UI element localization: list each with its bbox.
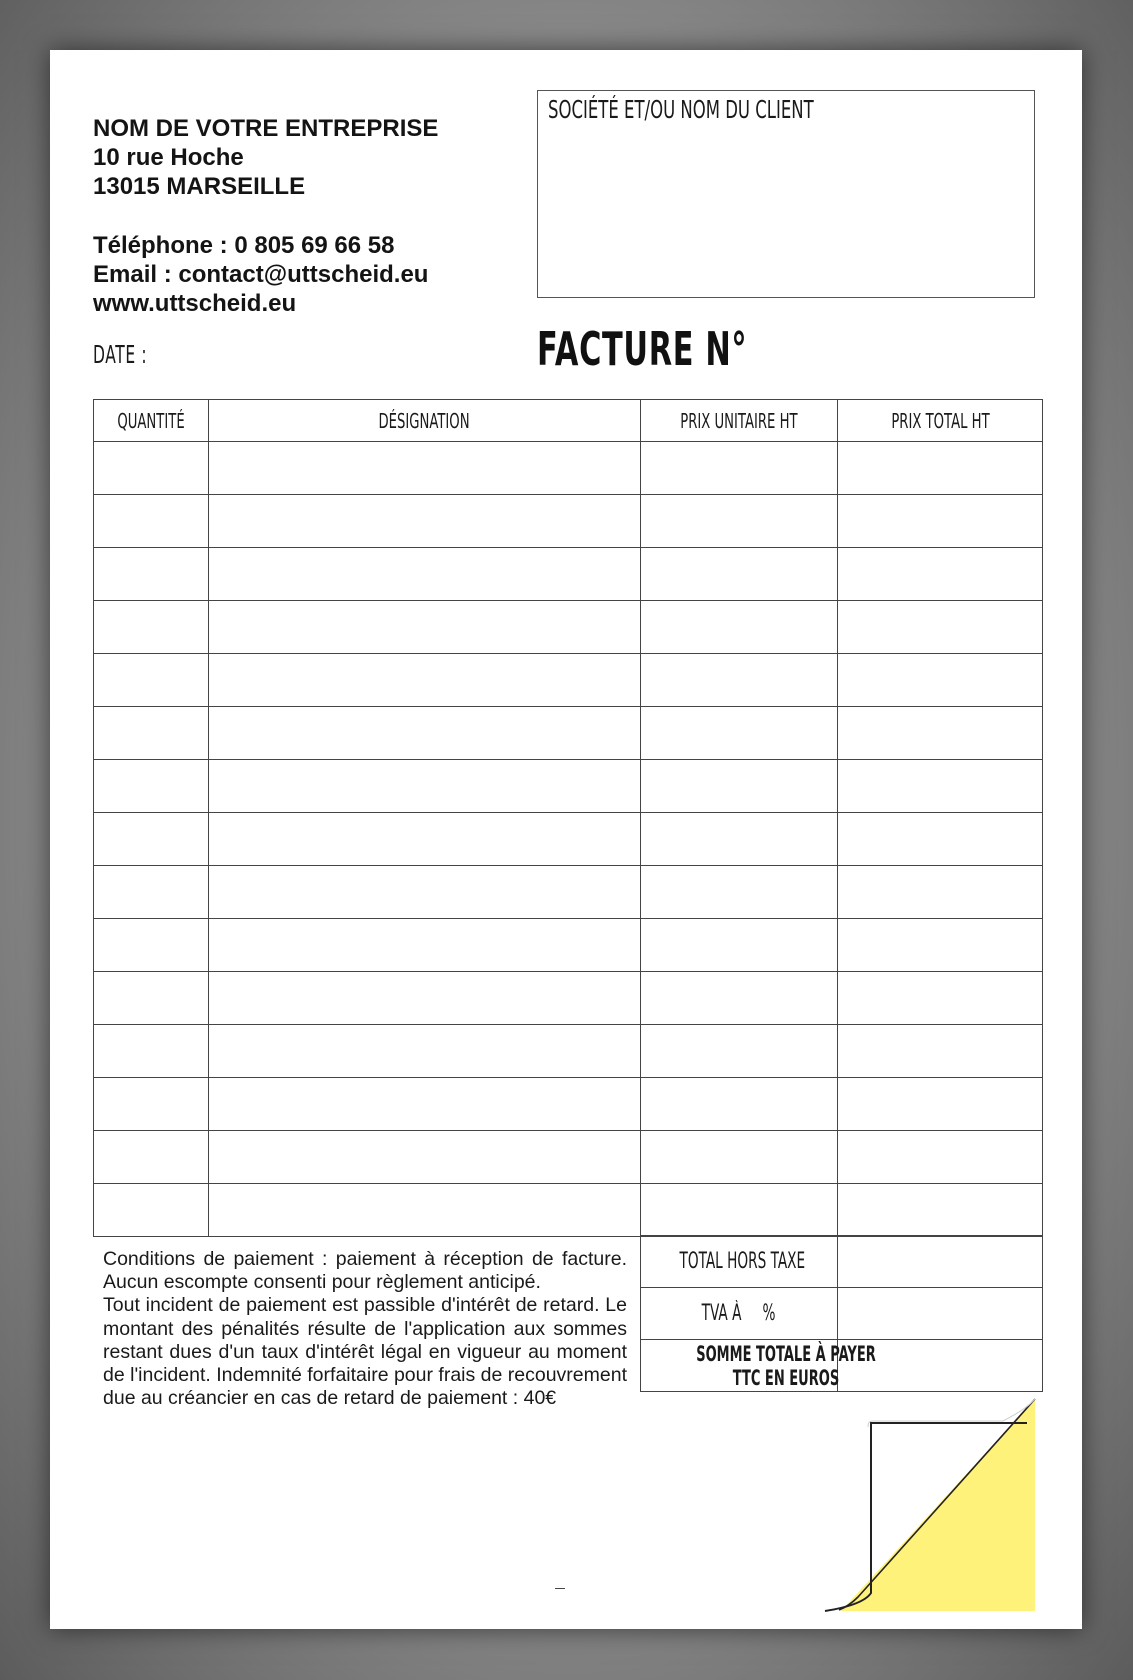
- total-ht-label-cell: [641, 1236, 838, 1288]
- grand-total-label: SOMME TOTALE À PAYER TTC EN EUROS: [696, 1341, 876, 1390]
- table-row: [94, 919, 1043, 972]
- total-price-cell[interactable]: [838, 919, 1043, 972]
- table-row: [94, 601, 1043, 654]
- quantity-cell[interactable]: [94, 548, 209, 601]
- total-ht-label: TOTAL HORS TAXE: [679, 1249, 806, 1274]
- company-email: Email : contact@uttscheid.eu: [93, 261, 429, 288]
- payment-conditions: [103, 1248, 627, 1410]
- designation-cell[interactable]: [209, 1184, 641, 1237]
- unit-price-cell[interactable]: [641, 1078, 838, 1131]
- company-website: www.uttscheid.eu: [93, 290, 297, 317]
- tva-row: [641, 1288, 1043, 1340]
- total-price-cell[interactable]: [838, 760, 1043, 813]
- unit-price-cell[interactable]: [641, 760, 838, 813]
- tva-value-cell[interactable]: [838, 1288, 1043, 1340]
- unit-price-cell[interactable]: [641, 707, 838, 760]
- designation-cell[interactable]: [209, 548, 641, 601]
- table-row: [94, 1078, 1043, 1131]
- company-info: [93, 114, 438, 318]
- client-box-label: SOCIÉTÉ ET/OU NOM DU CLIENT: [548, 95, 814, 124]
- quantity-cell[interactable]: [94, 972, 209, 1025]
- date-label: DATE :: [93, 340, 148, 369]
- total-price-cell[interactable]: [838, 866, 1043, 919]
- unit-price-cell[interactable]: [641, 1025, 838, 1078]
- quantity-cell[interactable]: [94, 1025, 209, 1078]
- grand-total-label-cell: [641, 1340, 876, 1392]
- header-quantity: [94, 400, 209, 442]
- unit-price-cell[interactable]: [641, 442, 838, 495]
- quantity-cell[interactable]: [94, 813, 209, 866]
- table-row: [94, 495, 1043, 548]
- designation-cell[interactable]: [209, 707, 641, 760]
- unit-price-cell[interactable]: [641, 654, 838, 707]
- header-unit-price: [641, 400, 838, 442]
- client-box: [537, 90, 1035, 298]
- unit-price-cell[interactable]: [641, 601, 838, 654]
- designation-cell[interactable]: [209, 442, 641, 495]
- quantity-cell[interactable]: [94, 1131, 209, 1184]
- tva-label-cell: [641, 1288, 838, 1340]
- tva-label-group: [702, 1301, 776, 1326]
- items-header-row: [94, 400, 1043, 442]
- header-unit-price-label: PRIX UNITAIRE HT: [680, 408, 798, 433]
- carbon-copy-corner-illustration: [813, 1399, 1035, 1611]
- page-mark: [555, 1588, 565, 1589]
- designation-cell[interactable]: [209, 813, 641, 866]
- header-total-price: [838, 400, 1043, 442]
- unit-price-cell[interactable]: [641, 495, 838, 548]
- header-total-price-label: PRIX TOTAL HT: [890, 408, 990, 433]
- total-price-cell[interactable]: [838, 972, 1043, 1025]
- total-price-cell[interactable]: [838, 442, 1043, 495]
- table-row: [94, 654, 1043, 707]
- table-row: [94, 972, 1043, 1025]
- header-quantity-label: QUANTITÉ: [117, 408, 185, 433]
- table-row: [94, 548, 1043, 601]
- total-ht-value-cell[interactable]: [838, 1236, 1043, 1288]
- unit-price-cell[interactable]: [641, 813, 838, 866]
- total-price-cell[interactable]: [838, 707, 1043, 760]
- designation-cell[interactable]: [209, 1078, 641, 1131]
- total-price-cell[interactable]: [838, 548, 1043, 601]
- designation-cell[interactable]: [209, 919, 641, 972]
- quantity-cell[interactable]: [94, 707, 209, 760]
- total-price-cell[interactable]: [838, 495, 1043, 548]
- company-phone: Téléphone : 0 805 69 66 58: [93, 232, 395, 259]
- table-row: [94, 442, 1043, 495]
- quantity-cell[interactable]: [94, 866, 209, 919]
- designation-cell[interactable]: [209, 1025, 641, 1078]
- designation-cell[interactable]: [209, 972, 641, 1025]
- unit-price-cell[interactable]: [641, 919, 838, 972]
- quantity-cell[interactable]: [94, 919, 209, 972]
- total-price-cell[interactable]: [838, 1184, 1043, 1237]
- totals-table: [640, 1235, 1043, 1392]
- designation-cell[interactable]: [209, 654, 641, 707]
- total-price-cell[interactable]: [838, 654, 1043, 707]
- quantity-cell[interactable]: [94, 1184, 209, 1237]
- table-row: [94, 1025, 1043, 1078]
- table-row: [94, 866, 1043, 919]
- grand-total-row: [641, 1340, 1043, 1392]
- company-city: 13015 MARSEILLE: [93, 173, 306, 200]
- company-spacer: [93, 201, 438, 231]
- designation-cell[interactable]: [209, 760, 641, 813]
- invoice-sheet: [50, 50, 1082, 1629]
- header-designation: [209, 400, 641, 442]
- header-designation-label: DÉSIGNATION: [378, 408, 471, 433]
- quantity-cell[interactable]: [94, 442, 209, 495]
- designation-cell[interactable]: [209, 601, 641, 654]
- total-price-cell[interactable]: [838, 1025, 1043, 1078]
- table-row: [94, 1131, 1043, 1184]
- total-price-cell[interactable]: [838, 1078, 1043, 1131]
- table-row: [94, 813, 1043, 866]
- designation-cell[interactable]: [209, 866, 641, 919]
- quantity-cell[interactable]: [94, 654, 209, 707]
- conditions-payment: Conditions de paiement : paiement à réception de facture. Aucun escompte consenti pour règlement anticipé.: [103, 1248, 627, 1294]
- company-name: NOM DE VOTRE ENTREPRISE: [93, 115, 439, 142]
- conditions-penalty: Tout incident de paiement est passible d'intérêt de retard. Le montant des pénalités résulte de l'application aux sommes restant dues d'un taux d'intérêt légal en vigueur au moment de l'incident. Indemnité forfaitaire pour frais de recouvrement due au créancier en cas de retard de paiement : 40€: [103, 1294, 627, 1410]
- items-table: [93, 399, 1043, 1237]
- unit-price-cell[interactable]: [641, 1184, 838, 1237]
- items-body: [94, 442, 1043, 1237]
- table-row: [94, 1184, 1043, 1237]
- total-price-cell[interactable]: [838, 813, 1043, 866]
- total-price-cell[interactable]: [838, 601, 1043, 654]
- company-street: 10 rue Hoche: [93, 144, 244, 171]
- table-row: [94, 760, 1043, 813]
- quantity-cell[interactable]: [94, 495, 209, 548]
- designation-cell[interactable]: [209, 1131, 641, 1184]
- total-ht-row: [641, 1236, 1043, 1288]
- quantity-cell[interactable]: [94, 1078, 209, 1131]
- tva-label: TVA À: [702, 1301, 742, 1326]
- unit-price-cell[interactable]: [641, 972, 838, 1025]
- tva-percent: %: [762, 1301, 776, 1326]
- table-row: [94, 707, 1043, 760]
- unit-price-cell[interactable]: [641, 866, 838, 919]
- unit-price-cell[interactable]: [641, 1131, 838, 1184]
- designation-cell[interactable]: [209, 495, 641, 548]
- quantity-cell[interactable]: [94, 760, 209, 813]
- invoice-title: FACTURE N°: [537, 322, 748, 376]
- quantity-cell[interactable]: [94, 601, 209, 654]
- unit-price-cell[interactable]: [641, 548, 838, 601]
- total-price-cell[interactable]: [838, 1131, 1043, 1184]
